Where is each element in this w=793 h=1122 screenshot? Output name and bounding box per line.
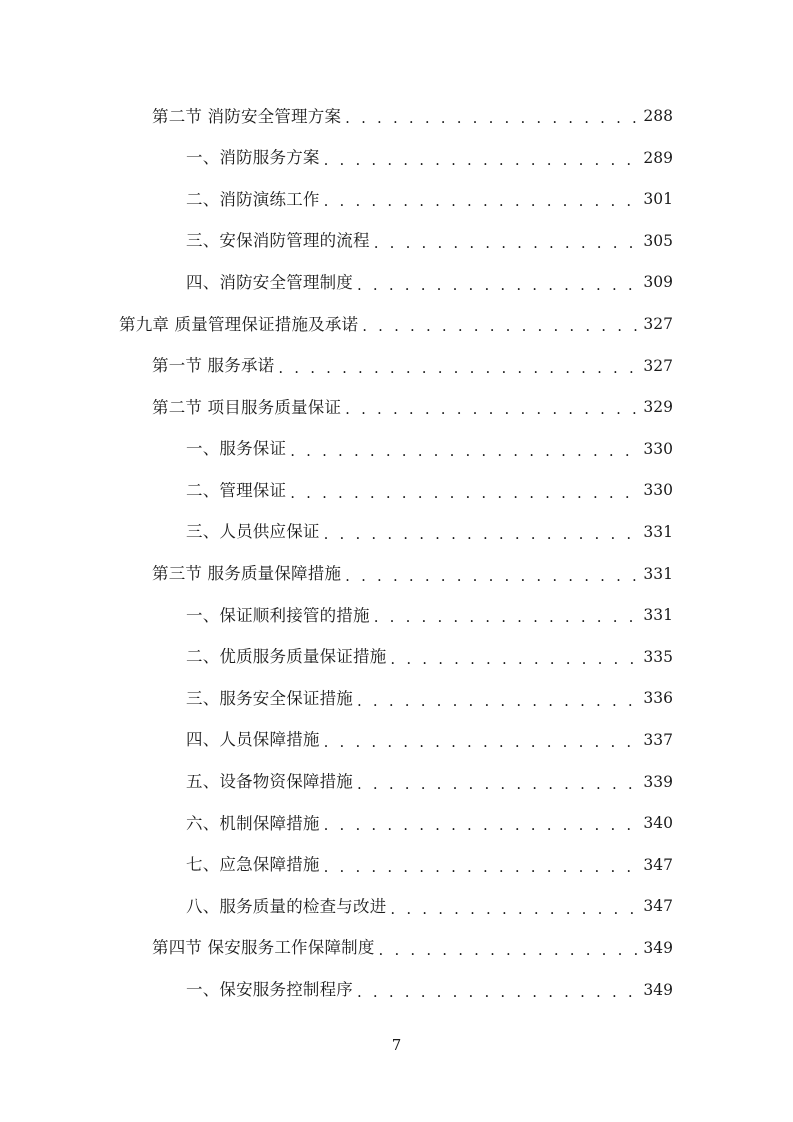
toc-entry-page: 305 [643, 231, 673, 250]
toc-entry[interactable] [0, 262, 793, 304]
toc-entry[interactable] [0, 720, 793, 762]
toc-entry-page: 301 [643, 190, 673, 209]
toc-entry-title: 三、服务安全保证措施 [186, 688, 353, 708]
toc-entry-page: 330 [643, 439, 673, 458]
toc-entry-title: 第四节 保安服务工作保障制度 [152, 938, 375, 958]
toc-entry[interactable] [0, 969, 793, 1011]
toc-entry-page: 340 [643, 814, 673, 833]
toc-entry[interactable] [0, 221, 793, 263]
toc-entry[interactable] [0, 595, 793, 637]
toc-entry[interactable] [0, 762, 793, 804]
page-number: 7 [391, 1036, 402, 1054]
toc-entry-page: 331 [643, 522, 673, 541]
table-of-contents [0, 96, 793, 1011]
toc-entry-page: 335 [643, 647, 673, 666]
toc-dot-leader [379, 943, 637, 958]
toc-entry-title: 一、消防服务方案 [186, 148, 320, 168]
toc-entry[interactable] [0, 678, 793, 720]
toc-dot-leader [357, 985, 637, 1000]
toc-dot-leader [357, 777, 637, 792]
toc-entry[interactable] [0, 429, 793, 471]
toc-dot-leader [290, 486, 637, 501]
toc-entry[interactable] [0, 512, 793, 554]
toc-entry-title: 第二节 项目服务质量保证 [152, 397, 342, 417]
toc-dot-leader [357, 278, 637, 293]
toc-entry-title: 第一节 服务承诺 [152, 356, 275, 376]
toc-entry-title: 一、服务保证 [186, 439, 287, 459]
toc-entry-title: 一、保证顺利接管的措施 [186, 605, 370, 625]
toc-entry[interactable] [0, 179, 793, 221]
toc-entry-title: 第二节 消防安全管理方案 [152, 106, 342, 126]
toc-entry-title: 三、人员供应保证 [186, 522, 320, 542]
toc-entry[interactable] [0, 346, 793, 388]
toc-entry[interactable] [0, 803, 793, 845]
toc-entry-page: 327 [643, 315, 673, 334]
toc-entry-title: 六、机制保障措施 [186, 813, 320, 833]
toc-entry-title: 四、人员保障措施 [186, 730, 320, 750]
toc-entry-page: 329 [643, 398, 673, 417]
toc-entry-title: 一、保安服务控制程序 [186, 980, 353, 1000]
toc-entry[interactable] [0, 304, 793, 346]
toc-entry-page: 289 [643, 148, 673, 167]
toc-entry[interactable] [0, 470, 793, 512]
toc-dot-leader [362, 319, 637, 334]
toc-entry[interactable] [0, 554, 793, 596]
toc-entry-page: 331 [643, 606, 673, 625]
toc-entry-page: 309 [643, 273, 673, 292]
toc-entry[interactable] [0, 845, 793, 887]
toc-entry-title: 第九章 质量管理保证措施及承诺 [119, 314, 359, 334]
toc-dot-leader [324, 527, 637, 542]
toc-entry-title: 二、优质服务质量保证措施 [186, 647, 387, 667]
toc-entry-page: 288 [643, 107, 673, 126]
toc-entry-page: 347 [643, 855, 673, 874]
toc-entry[interactable] [0, 96, 793, 138]
toc-dot-leader [324, 818, 637, 833]
toc-dot-leader [374, 610, 637, 625]
toc-dot-leader [345, 111, 637, 126]
toc-dot-leader [324, 860, 637, 875]
toc-dot-leader [290, 444, 637, 459]
toc-entry-page: 330 [643, 481, 673, 500]
toc-dot-leader [357, 694, 637, 709]
toc-entry-page: 349 [643, 938, 673, 957]
toc-entry-page: 336 [643, 689, 673, 708]
toc-entry-page: 327 [643, 356, 673, 375]
toc-entry-page: 339 [643, 772, 673, 791]
toc-dot-leader [324, 735, 637, 750]
toc-dot-leader [278, 361, 637, 376]
toc-entry-title: 五、设备物资保障措施 [186, 772, 353, 792]
toc-dot-leader [390, 902, 637, 917]
toc-dot-leader [345, 402, 637, 417]
toc-dot-leader [324, 194, 637, 209]
toc-entry-title: 八、服务质量的检查与改进 [186, 896, 387, 916]
toc-entry-title: 二、管理保证 [186, 480, 287, 500]
toc-entry-page: 349 [643, 980, 673, 999]
toc-entry-title: 三、安保消防管理的流程 [186, 231, 370, 251]
toc-entry[interactable] [0, 886, 793, 928]
toc-dot-leader [374, 236, 637, 251]
toc-entry-title: 七、应急保障措施 [186, 855, 320, 875]
toc-entry-page: 331 [643, 564, 673, 583]
toc-entry[interactable] [0, 928, 793, 970]
toc-entry-page: 337 [643, 730, 673, 749]
toc-entry-title: 第三节 服务质量保障措施 [152, 564, 342, 584]
toc-entry[interactable] [0, 387, 793, 429]
toc-dot-leader [324, 153, 637, 168]
toc-dot-leader [390, 652, 637, 667]
toc-entry[interactable] [0, 138, 793, 180]
toc-entry[interactable] [0, 637, 793, 679]
toc-dot-leader [345, 569, 637, 584]
toc-entry-title: 四、消防安全管理制度 [186, 272, 353, 292]
toc-entry-page: 347 [643, 897, 673, 916]
toc-entry-title: 二、消防演练工作 [186, 189, 320, 209]
